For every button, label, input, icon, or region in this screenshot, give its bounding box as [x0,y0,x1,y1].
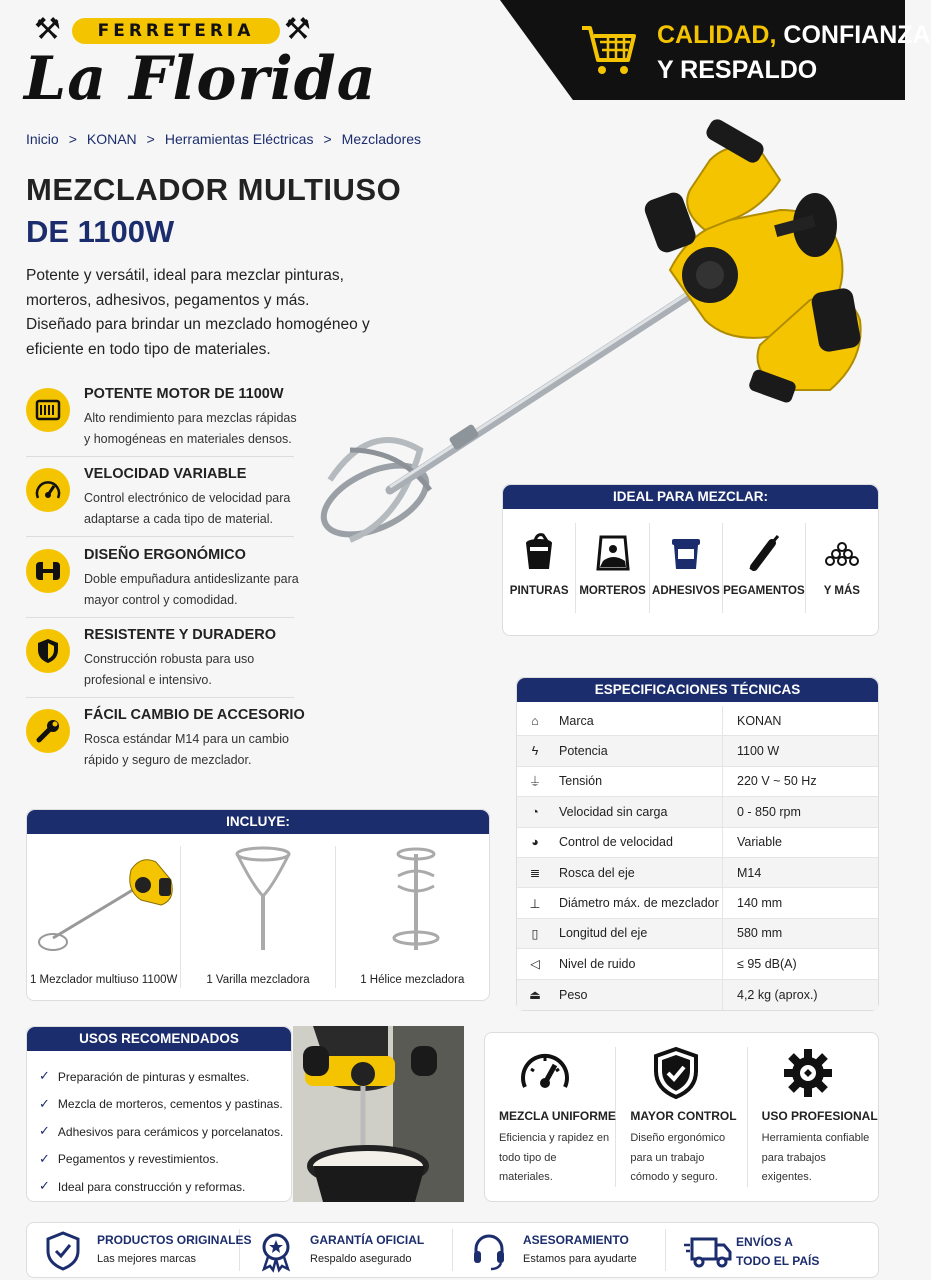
diameter-icon: ⊥ [529,896,541,911]
include-label: 1 Hélice mezcladora [360,974,465,986]
logo-ornament-left: ⚒ [34,12,61,47]
intro-text: Potente y versátil, ideal para mezclar pinturas, morteros, adhesivos, pegamentos y más. Diseñado para brindar un mezclado homogéneo y eficiente en todo tipo de materiales. [26,267,370,358]
speedometer-icon [26,468,70,512]
footer-title: ASESORAMIENTO [523,1233,629,1247]
footer-text: Las mejores marcas [97,1253,197,1265]
feature-text: Construcción robusta para uso profesional e intensivo. [84,652,255,687]
mixer-thumbnail [31,850,181,960]
uso-text: Mezcla de morteros, cementos y pastinas. [57,1097,283,1112]
divider [26,617,294,618]
specs-title: ESPECIFICACIONES TÉCNICAS [517,678,878,702]
spec-value: 0 - 850 rpm [737,804,801,819]
ideal-label: PINTURAS [509,585,569,597]
footer-item-warranty [240,1229,453,1271]
spec-value: Variable [737,835,782,850]
spec-row [517,949,878,979]
spec-row [517,797,878,827]
plug-icon: ⏚ [528,775,542,790]
benefit-professional [748,1047,878,1187]
feature-text: Doble empuñadura antideslizante para mayor control y comodidad. [84,572,299,607]
include-item-rod [181,846,335,988]
paint-bucket-icon [521,533,557,571]
ruler-icon: ▯ [531,926,539,941]
ideal-panel [502,484,879,636]
ideal-item-mas [806,523,878,613]
footer-title: ENVÍOS A TODO EL PAÍS [736,1235,820,1268]
feature-motor [26,386,297,448]
feature-ergonomic [26,547,299,609]
include-item-mixer [27,846,181,988]
footer-bar [26,1222,879,1278]
speaker-icon: ◁ [530,957,540,972]
spec-row [517,736,878,766]
ideal-title: IDEAL PARA MEZCLAR: [503,485,878,509]
spec-row [517,767,878,797]
spec-label: Rosca del eje [553,858,723,887]
spec-label: Marca [553,706,723,735]
benefit-title: MAYOR CONTROL [630,1109,737,1123]
uso-text: Pegamentos y revestimientos. [57,1152,219,1167]
include-item-helix [336,846,489,988]
granules-icon [821,533,863,571]
shield-check-icon [45,1231,81,1271]
gauge-icon [519,1047,571,1099]
spec-row [517,858,878,888]
footer-title: GARANTÍA OFICIAL [310,1233,425,1247]
usage-photo [293,1026,464,1202]
footer-text: Estamos para ayudarte [523,1253,637,1265]
uso-text: Adhesivos para cerámicos y porcelanatos. [57,1124,284,1139]
ideal-label: MORTEROS [579,585,646,597]
includes-title: INCLUYE: [27,810,489,834]
spec-row [517,828,878,858]
feature-accessory [26,707,305,769]
usos-title: USOS RECOMENDADOS [27,1027,291,1051]
weight-icon: ⏏ [529,988,541,1003]
feature-text: Control electrónico de velocidad para adaptarse a cada tipo de material. [84,491,291,526]
logo-badge: FERRETERIA [72,18,280,44]
bolt-icon: ϟ [531,744,539,759]
spec-label: Diámetro máx. de mezclador [553,888,723,917]
gauge-icon: ◔ [531,804,539,819]
feature-title: RESISTENTE Y DURADERO [84,627,277,643]
gear-icon [782,1047,834,1099]
divider [26,536,294,537]
crumb-konan[interactable]: KONAN [86,131,137,147]
tag-icon: ⌂ [531,713,539,728]
usos-panel [26,1026,292,1202]
footer-item-advice [453,1229,666,1271]
check-icon: ✓ [39,1151,50,1167]
ideal-label: PEGAMENTOS [723,585,805,597]
ideal-item-morteros [576,523,649,613]
divider [26,697,294,698]
ideal-item-adhesivos [650,523,723,613]
spec-label: Peso [553,980,723,1010]
benefit-title: USO PROFESIONAL [761,1109,878,1123]
wrench-icon [26,709,70,753]
shield-icon [26,629,70,673]
motor-icon [26,388,70,432]
spec-row [517,980,878,1010]
spec-value: 1100 W [737,744,780,759]
page-subtitle: DE 1100W [26,214,175,249]
feature-title: POTENTE MOTOR DE 1100W [84,386,284,402]
spec-value: 220 V ~ 50 Hz [737,774,817,789]
uso-text: Preparación de pinturas y esmaltes. [57,1069,250,1084]
banner-line2: Y RESPALDO [657,56,818,84]
logo-ornament-right: ⚒ [284,12,311,47]
spec-label: Velocidad sin carga [553,797,723,826]
feature-title: DISEÑO ERGONÓMICO [84,547,246,563]
helix-thumbnail [376,846,456,956]
spec-label: Potencia [553,736,723,765]
spec-value: 4,2 kg (aprox.) [737,987,818,1002]
spec-row [517,706,878,736]
uso-item [39,1118,291,1146]
crumb-separator: > [323,131,332,147]
spec-value: M14 [737,865,762,880]
banner-highlight: CALIDAD, [657,21,777,49]
specs-panel [516,677,879,1011]
benefit-uniform [485,1047,616,1187]
benefits-panel [484,1032,879,1202]
footer-text: Respaldo asegurado [310,1253,412,1265]
check-icon: ✓ [39,1124,50,1140]
cart-icon [580,20,638,78]
benefit-control [616,1047,747,1187]
dial-icon: ◕ [531,835,539,850]
mortar-bag-icon [595,533,631,571]
spec-row [517,888,878,918]
spec-value: 140 mm [737,896,783,911]
spec-row [517,919,878,949]
crumb-separator: > [68,131,77,147]
crumb-inicio[interactable]: Inicio [26,131,59,147]
benefit-text: Eficiencia y rapidez en todo tipo de materiales. [499,1132,610,1183]
check-icon: ✓ [39,1096,50,1112]
spec-value: ≤ 95 dB(A) [737,956,797,971]
check-icon: ✓ [39,1179,50,1195]
shield-check-icon [650,1047,702,1099]
banner-slogan [657,18,931,88]
feature-durable [26,629,294,689]
include-label: 1 Varilla mezcladora [206,974,310,986]
ideal-item-pegamentos [723,523,806,613]
ideal-label: ADHESIVOS [652,585,720,597]
spec-label: Nivel de ruido [553,949,723,978]
feature-speed [26,468,294,528]
truck-icon [684,1231,732,1271]
feature-title: FÁCIL CAMBIO DE ACCESORIO [84,707,305,723]
spec-label: Tensión [553,767,723,796]
uso-item [39,1091,291,1119]
crumb-herramientas[interactable]: Herramientas Eléctricas [164,131,314,147]
spec-label: Control de velocidad [553,828,723,857]
uso-text: Ideal para construcción y reformas. [57,1179,246,1194]
crumb-mezcladores[interactable]: Mezcladores [341,131,422,147]
rod-thumbnail [223,846,303,956]
uso-item [39,1146,291,1174]
ideal-item-pinturas [503,523,576,613]
check-icon: ✓ [39,1069,50,1085]
uso-item [39,1173,291,1201]
thread-icon: ≣ [529,866,541,881]
feature-title: VELOCIDAD VARIABLE [84,466,247,482]
spec-value: KONAN [737,713,782,728]
headset-icon [471,1231,507,1271]
footer-item-shipping [666,1229,878,1271]
includes-panel [26,809,490,1001]
divider [26,456,294,457]
benefit-text: Diseño ergonómico para un trabajo cómodo y seguro. [630,1132,726,1183]
adhesive-bucket-icon [668,533,704,571]
include-label: 1 Mezclador multiuso 1100W [29,974,178,986]
benefit-title: MEZCLA UNIFORME [499,1109,616,1123]
medal-icon [258,1231,294,1271]
spec-label: Longitud del eje [553,919,723,948]
ideal-label: Y MÁS [823,585,860,597]
uso-item [39,1063,291,1091]
footer-title: PRODUCTOS ORIGINALES [97,1233,252,1247]
banner-line1: CONFIANZA [776,21,931,49]
spec-value: 580 mm [737,926,783,941]
crumb-separator: > [146,131,155,147]
feature-text: Alto rendimiento para mezclas rápidas y homogéneas en materiales densos. [84,411,297,446]
benefit-text: Herramienta confiable para trabajos exigentes. [761,1132,870,1183]
grip-icon [26,549,70,593]
glue-tube-icon [746,533,782,571]
page-title: MEZCLADOR MULTIUSO [26,172,402,207]
feature-text: Rosca estándar M14 para un cambio rápido y seguro de mezclador. [84,732,289,767]
footer-item-original [27,1229,252,1271]
logo-name: La Florida [24,44,377,114]
